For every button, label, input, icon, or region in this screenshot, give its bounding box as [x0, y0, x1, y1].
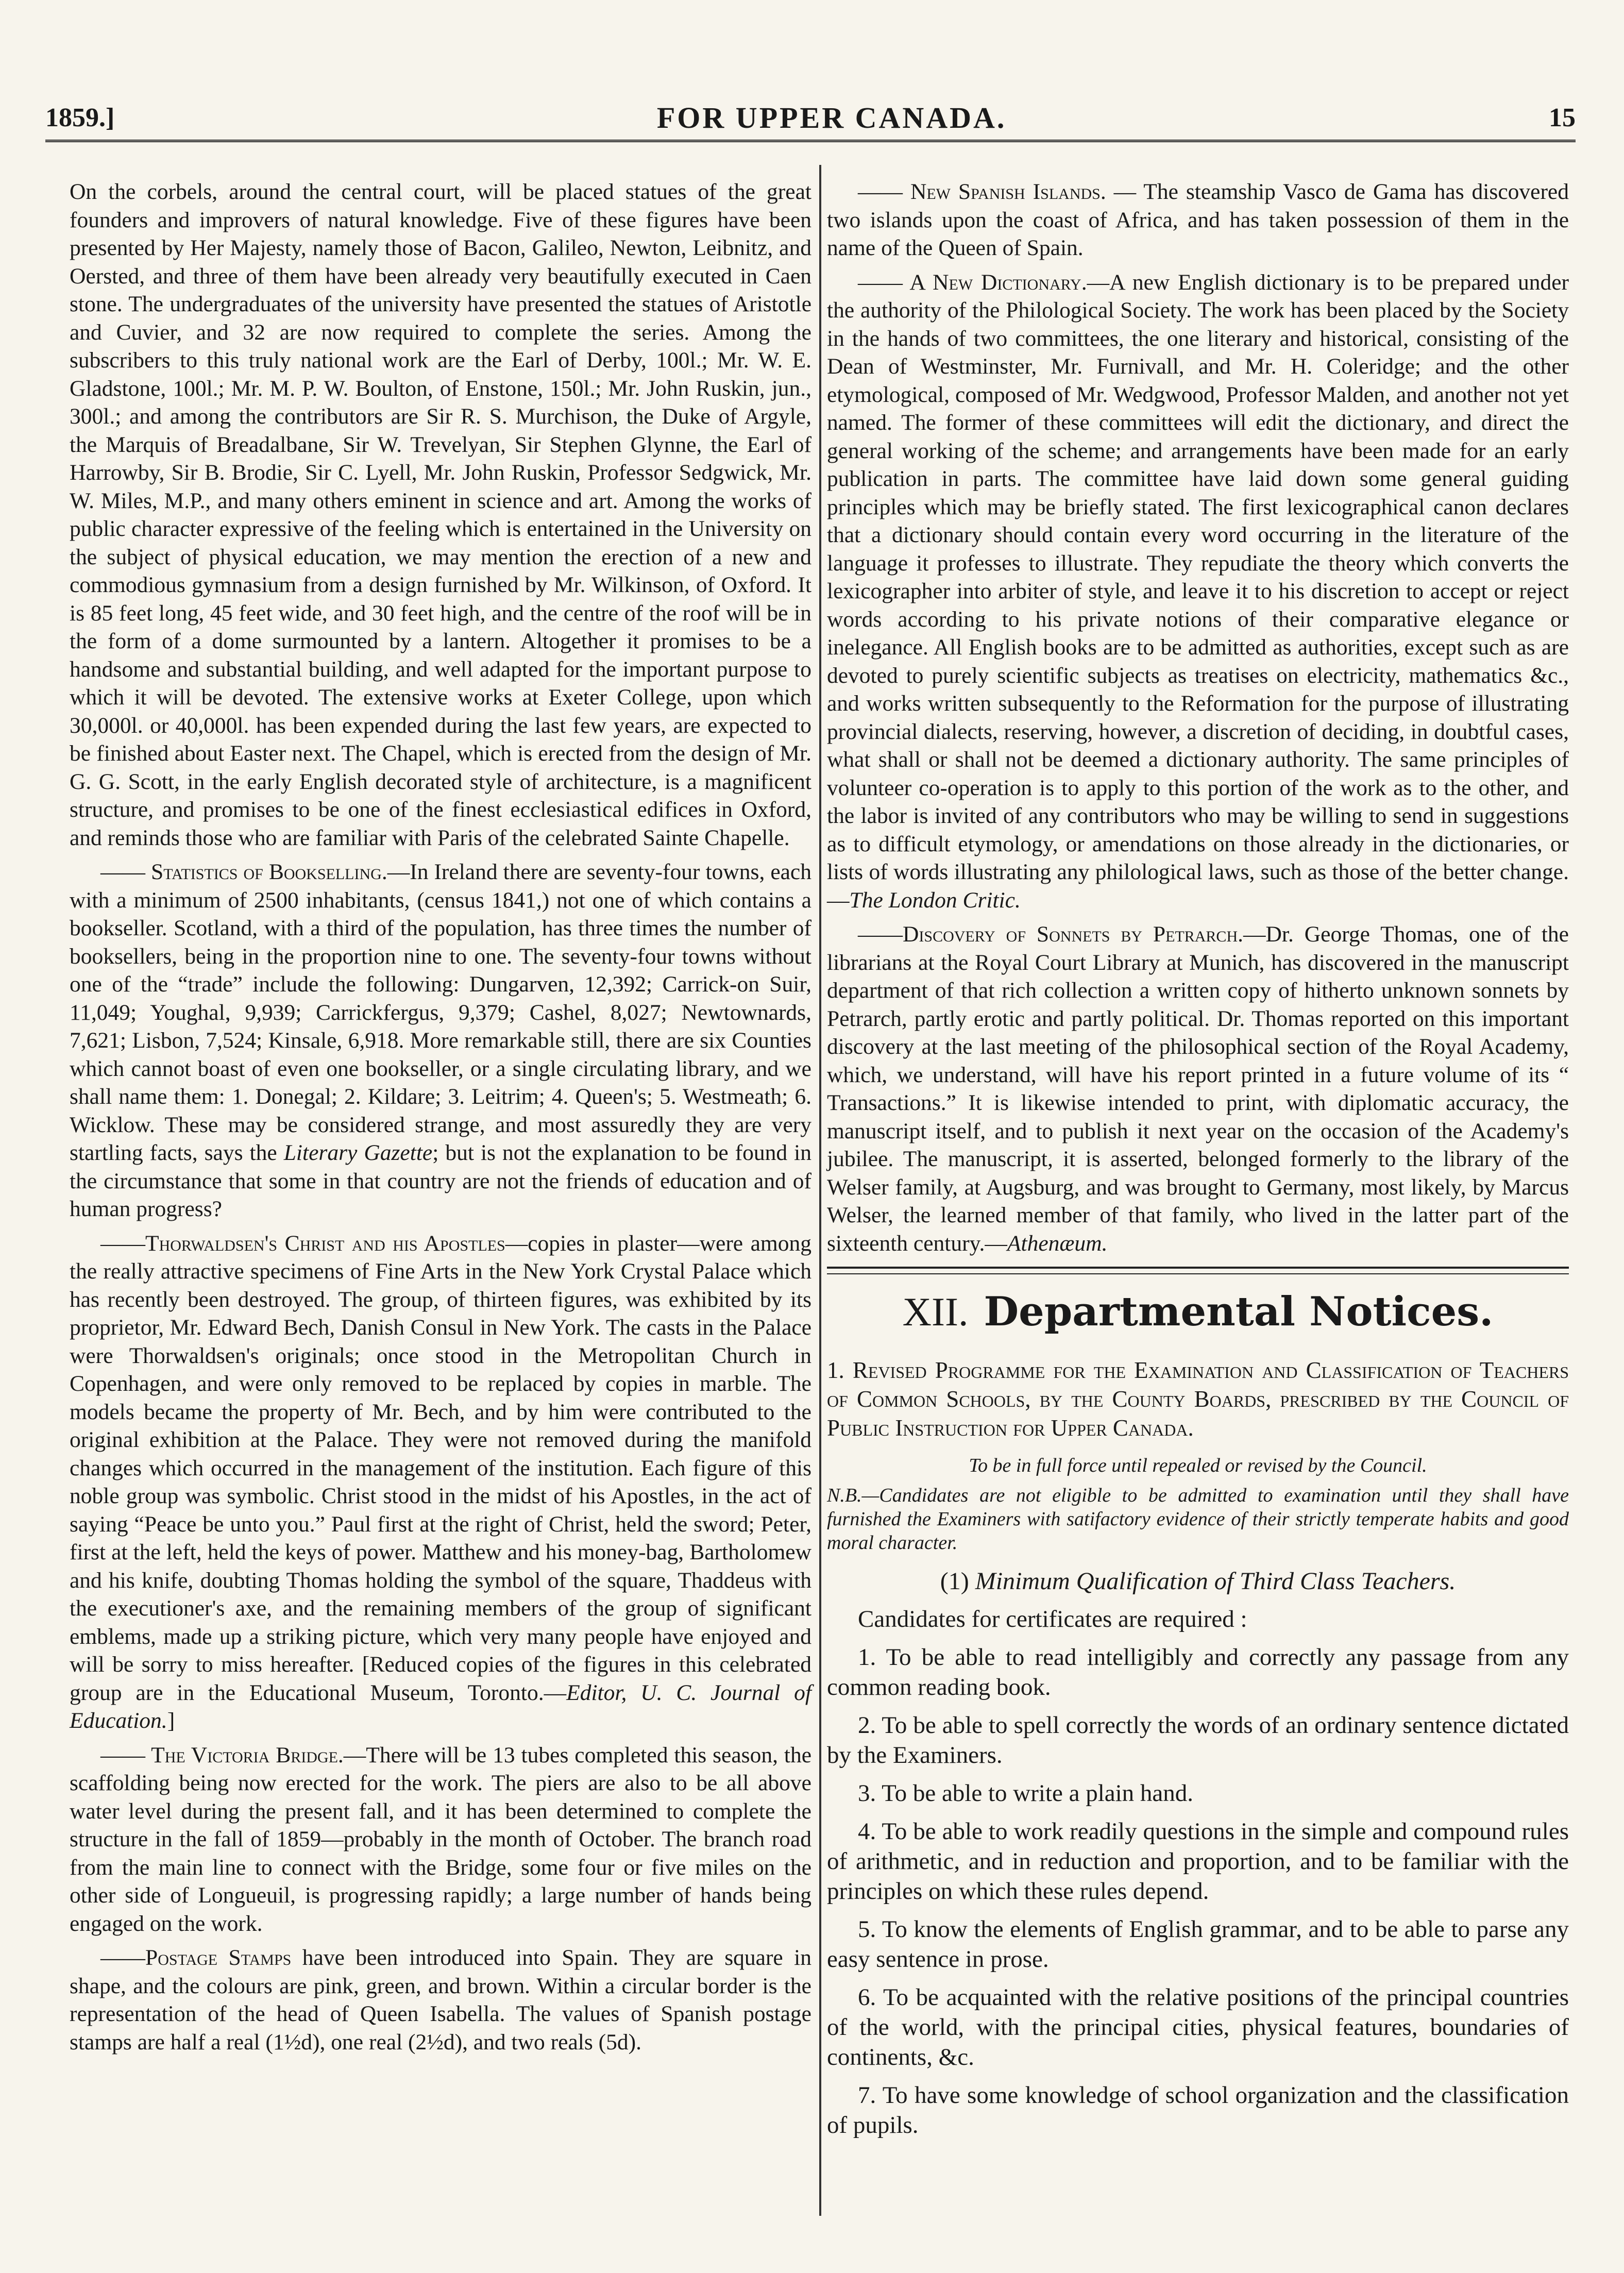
- right-column: [827, 178, 1569, 2148]
- dictionary-body: —A new English dictionary is to be prepared under the authority of the Philological Society. The work has been placed by the Society in the hands of two committees, the one literary and historical, consisting of the Dean of Westminster, Mr. Furnivall, and Mr. H. Coleridge; and the other etymological, composed of Mr. Wedgwood, Professor Malden, and another not yet named. The former of these committees will edit the dictionary, and direct the general working of the scheme; and arrangements have been made for an early publication in parts. The committee have laid down some general guiding principles which may be briefly stated. The first lexicographical canon declares that a dictionary should contain every word occurring in the literature of the language it professes to illustrate. They repudiate the theory which converts the lexicographer into arbiter of style, and leave it to his discretion to accept or reject words according to his private notions of their comparative elegance or inelegance. All English books are to be admitted as authorities, except such as are devoted to purely scientific subjects as treatises on electricity, mathematics &c., and works written subsequently to the Reformation for the purpose of illustrating provincial dialects, reserving, however, a discretion of deciding, in doubtful cases, what shall or shall not be deemed a dictionary authority. The same principles of volunteer co-operation is to apply to this portion of the work as to the other, and the labor is invited of any contributors who may be willing to send in suggestions as to difficult etymology, or amendations on those already in the dictionaries, or lists of words illustrating any philological laws, such as those of the better change.—: [827, 270, 1569, 913]
- requirement-item: 2. To be able to spell correctly the words of an ordinary sentence dictated by the Examiners.: [827, 1712, 1569, 1769]
- subheading-number: (1): [940, 1568, 969, 1595]
- nb-note: N.B.—Candidates are not eligible to be admitted to examination until they shall have furnished the Examiners with satifactory evidence of their strictly temperate habits and good moral character.: [827, 1485, 1569, 1554]
- left-column: [70, 178, 811, 2062]
- victoria-bridge-body: —There will be 13 tubes completed this season, the scaffolding being now erected for the work. The piers are also to be all above water level during the present fall, and it has been determined to complete the structure in the fall of 1859—probably in the month of October. The branch road from the main line to connect with the Bridge, some four or five miles on the other side of Longueuil, is progressing rapidly; a large number of hands being engaged on the work.: [70, 1742, 811, 1936]
- dictionary-article: [827, 268, 1569, 915]
- petrarch-body: —Dr. George Thomas, one of the librarians at the Royal Court Library at Munich, has discovered in the manuscript department of that rich collection a written copy of hitherto unknown sonnets by Petrarch, partly erotic and partly political. Dr. Thomas reported on this important discovery at the last meeting of the philosophical section of the Royal Academy, which, we understand, will have his report printed in a future volume of its “ Transactions.” It is likewise intended to print, with diplomatic accuracy, the manuscript itself, and to publish it next year on the occasion of the Academy's jubilee. The manuscript, it is asserted, belonged formerly to the library of the Welser family, at Augsburg, and was brought to Germany, most likely, by Marcus Welser, the learned member of that family, who lived in the latter part of the sixteenth century.—: [827, 922, 1569, 1256]
- requirements-list: [827, 1604, 1569, 2140]
- victoria-bridge-heading: —— The Victoria Bridge.: [100, 1742, 344, 1767]
- postage-stamps-heading: ——Postage Stamps: [100, 1945, 292, 1970]
- thorwaldsen-article: [70, 1230, 811, 1735]
- petrarch-article: [827, 920, 1569, 1257]
- page-header: [45, 95, 1576, 142]
- thorwaldsen-heading: ——Thorwaldsen's Christ and his Apostles: [100, 1231, 505, 1256]
- bookselling-heading: —— Statistics of Bookselling.: [100, 860, 387, 884]
- requirement-item: 7. To have some knowledge of school organization and the classification of pupils.: [827, 2082, 1569, 2139]
- section-title: Departmental Notices.: [984, 1288, 1494, 1335]
- candidates-intro: Candidates for certificates are required :: [858, 1606, 1247, 1632]
- dictionary-source: The London Critic.: [849, 887, 1021, 913]
- page-number: 15: [1548, 103, 1576, 132]
- dictionary-heading: —— A New Dictionary.: [858, 270, 1087, 295]
- requirement-item: 5. To know the elements of English grammar, and to be able to parse any easy sentence in prose.: [827, 1916, 1569, 1973]
- spanish-islands-body: — The steamship Vasco de Gama has discovered two islands upon the coast of Africa, and has taken possession of them in the name of the Queen of Spain.: [827, 179, 1569, 260]
- spanish-islands-article: [827, 178, 1569, 262]
- requirement-item: 6. To be acquainted with the relative positions of the principal countries of the world, with the principal cities, physical features, boundaries of continents, &c.: [827, 1984, 1569, 2070]
- section-heading: [827, 1289, 1569, 1335]
- section-number: XII.: [902, 1289, 969, 1334]
- bookselling-article: [70, 858, 811, 1223]
- third-class-subheading: [827, 1566, 1569, 1597]
- running-title: FOR UPPER CANADA.: [656, 100, 1007, 134]
- requirement-item: 3. To be able to write a plain hand.: [858, 1780, 1194, 1807]
- column-divider: [819, 165, 821, 2216]
- spanish-islands-heading: —— New Spanish Islands.: [858, 179, 1106, 204]
- petrarch-source: Athenæum.: [1007, 1231, 1108, 1256]
- victoria-bridge-article: [70, 1741, 811, 1938]
- bookselling-body: —In Ireland there are seventy-four towns, each with a minimum of 2500 inhabitants, (census 1841,) not one of which contains a bookseller. Scotland, with a third of the population, has three times the number of booksellers, being in the proportion nine to one. The seventy-four towns without one of the “trade” include the following: Dungarven, 12,392; Carrick-on Suir, 11,049; Youghal, 9,939; Carrickfergus, 9,379; Cashel, 8,027; Newtownards, 7,621; Lisbon, 7,524; Kinsale, 6,918. More remarkable still, there are six Counties which cannot boast of even one bookseller, or a single circulating library, and we shall name them: 1. Donegal; 2. Kildare; 3. Leitrim; 4. Queen's; 5. Westmeath; 6. Wicklow. These may be considered strange, and most assuredly they are very startling facts, says the: [70, 860, 811, 1165]
- section-rule: [827, 1267, 1569, 1274]
- requirement-item: 1. To be able to read intelligibly and correctly any passage from any common reading book.: [827, 1644, 1569, 1700]
- requirement-item: 4. To be able to work readily questions in the simple and compound rules of arithmetic, and in reduction and proportion, and to be familiar with the principles on which these rules depend.: [827, 1818, 1569, 1905]
- thorwaldsen-source: Editor, U. C. Journal of Education.: [70, 1680, 812, 1733]
- petrarch-heading: ——Discovery of Sonnets by Petrarch.: [858, 922, 1243, 947]
- bookselling-source: Literary Gazette: [283, 1140, 433, 1165]
- subheading-text: Minimum Qualification of Third Class Teachers.: [975, 1568, 1456, 1595]
- postage-stamps-body: have been introduced into Spain. They are square in shape, and the colours are pink, green, and brown. Within a circular border is the representation of the head of Queen Isabella. The values of Spanish postage stamps are half a real (1½d), one real (2½d), and two reals (5d).: [70, 1945, 811, 2055]
- thorwaldsen-close: ]: [167, 1708, 175, 1733]
- postage-stamps-article: [70, 1944, 811, 2056]
- in-force-note: To be in full force until repealed or revised by the Council.: [969, 1455, 1427, 1476]
- oxford-paragraph: On the corbels, around the central court, will be placed statues of the great founders and improvers of natural knowledge. Five of these figures have been presented by Her Majesty, namely those of Bacon, Galileo, Newton, Leibnitz, and Oersted, and three of them have been already very beautifully executed in Caen stone. The undergraduates of the university have presented the statues of Aristotle and Cuvier, and 32 are now required to complete the series. Among the subscribers to this truly national work are the Earl of Derby, 100l.; Mr. W. E. Gladstone, 100l.; Mr. M. P. W. Boulton, of Enstone, 150l.; Mr. John Ruskin, jun., 300l.; and among the contributors are Sir R. S. Murchison, the Duke of Argyle, the Marquis of Breadalbane, Sir W. Trevelyan, Sir Stephen Glynne, the Earl of Harrowby, Sir B. Brodie, Sir C. Lyell, Mr. John Ruskin, Professor Sedgwick, Mr. W. Miles, M.P., and many others eminent in science and art. Among the works of public character expressive of the feeling which is entertained in the University on the subject of physical education, we may mention the erection of a new and commodious gymnasium from a design furnished by Mr. Wilkinson, of Oxford. It is 85 feet long, 45 feet wide, and 30 feet high, and the centre of the roof will be in the form of a dome surmounted by a lantern. Altogether it promises to be a handsome and substantial building, and well adapted for the important purpose to which it will be devoted. The extensive works at Exeter College, upon which 30,000l. or 40,000l. has been expended during the last few years, are expected to be finished about Easter next. The Chapel, which is erected from the design of Mr. G. G. Scott, in the early English decorated style of architecture, is a magnificent structure, and promises to be one of the finest ecclesiastical edifices in Oxford, and reminds those who are familiar with Paris of the celebrated Sainte Chapelle.: [70, 179, 811, 850]
- header-year: 1859.]: [45, 103, 115, 132]
- programme-title: 1. Revised Programme for the Examination and Classification of Teachers of Common Schools, by the County Boards, prescribed by the Council of Public Instruction for Upper Canada.: [827, 1357, 1569, 1441]
- bookselling-tail: ; but is not the explanation to be found in the circumstance that some in that country are not the friends of education and of human progress?: [70, 1140, 811, 1221]
- thorwaldsen-body: —copies in plaster—were among the really attractive specimens of Fine Arts in the New York Crystal Palace which has recently been destroyed. The group, of thirteen figures, was exhibited by its proprietor, Mr. Edward Bech, Danish Consul in New York. The casts in the Palace were Thorwaldsen's originals; once stood in the Metropolitan Church in Copenhagen, and were only removed to be replaced by copies in marble. The models became the property of Mr. Bech, and by him were contributed to the original exhibition at the Palace. They were not removed during the manifold changes which occurred in the management of the institution. Each figure of this noble group was symbolic. Christ stood in the midst of his Apostles, in the act of saying “Peace be unto you.” Paul first at the right of Christ, held the sword; Peter, first at the left, held the keys of power. Matthew and his money-bag, Bartholomew and his knife, doubting Thomas holding the symbol of the square, Thaddeus with the executioner's axe, and the remaining members of the group of significant emblems, made up a striking picture, which very many people have enjoyed and will be sorry to miss hereafter. [Reduced copies of the figures in this celebrated group are in the Educational Museum, Toronto.—: [70, 1231, 811, 1705]
